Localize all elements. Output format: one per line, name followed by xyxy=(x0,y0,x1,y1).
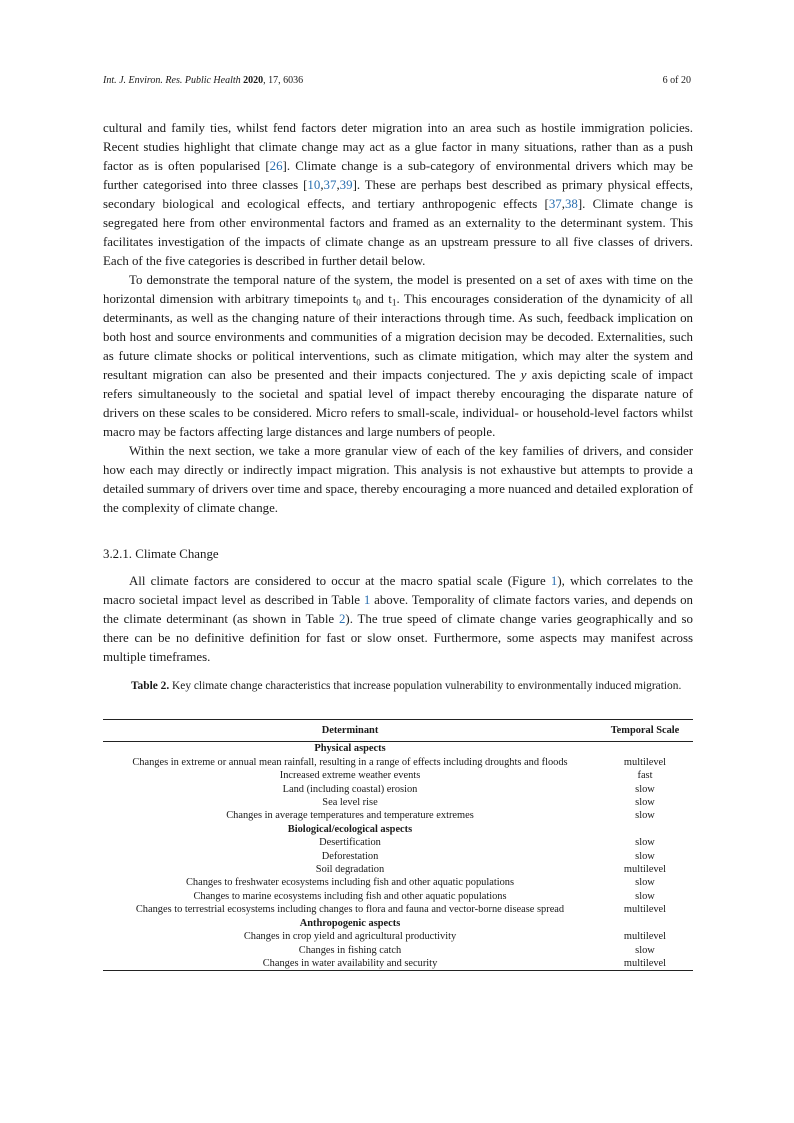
group-title-spacer xyxy=(597,917,693,930)
running-header xyxy=(103,74,691,88)
paragraph-3: Within the next section, we take a more granular view of each of the key families of drivers, and consider how each may directly or indirectly impact migration. This analysis is not exhaustive but attempts to provide a detailed summary of drivers over time and space, thereby encouraging a more nuanced and detailed exploration of the complexity of climate change. xyxy=(103,444,693,515)
temporal-scale-cell: slow xyxy=(635,877,655,889)
para2-text-and: and t xyxy=(360,292,392,306)
para4-text-c: above. Temporality of climate factors varies, and depends on the climate determinant (as shown in Table xyxy=(103,593,693,626)
determinant-cell: Changes in extreme or annual mean rainfall, resulting in a range of effects including droughts and floods xyxy=(132,756,568,768)
temporal-scale-cell: multilevel xyxy=(623,931,667,943)
subsection-title: 3.2.1. Climate Change xyxy=(103,547,219,561)
paragraph-1: cultural and family ties, whilst fend factors deter migration into an area such as hostile immigration policies. Recent studies highlight that climate change may act as a glue factor in many situations, rather than as a push factor as is often popularised [26]. Climate change is a sub-category of environmental drivers which may be further categorised into three classes [10,37,39]. These are perhaps best described as primary physical effects, secondary biological and ecological effects, and tertiary anthropogenic effects [37,38]. Climate change is segregated here from other environmental factors and framed as an externality to the determinant system. This facilitates investigation of the impacts of climate change as an upstream pressure to all five classes of drivers. Each of the five categories is described in further detail below. xyxy=(103,121,693,268)
table-row xyxy=(103,944,693,957)
citation-link[interactable]: 26 xyxy=(269,159,283,173)
para2-text-b: . This encourages consideration of the dynamicity of all determinants, as well as the changing nature of their interactions through time. As such, feedback implication on both host and source environments and communities of a migration decision may be decoded. Externalities, such as future climate shocks or political interventions, such as climate mitigation, which may alter the system and resultant migration can also be presented and their impacts conjectured. The xyxy=(103,292,693,382)
temporal-scale-cell: slow xyxy=(635,810,655,822)
table-row xyxy=(103,957,693,971)
group-title-spacer xyxy=(597,742,693,756)
temporal-scale-cell: multilevel xyxy=(623,864,667,876)
temporal-scale-cell: slow xyxy=(635,850,655,862)
temporal-scale-cell: fast xyxy=(637,770,653,782)
table-caption-text: Key climate change characteristics that increase population vulnerability to environmentally induced migration. xyxy=(169,680,682,692)
table-caption-label: Table 2. xyxy=(131,680,170,692)
citation-link[interactable]: 37 xyxy=(323,178,337,192)
determinant-cell: Sea level rise xyxy=(322,797,378,809)
temporal-scale-cell: multilevel xyxy=(623,756,667,768)
temporal-scale-cell: slow xyxy=(635,837,655,849)
para1-text-d: ]. Climate change is segregated here from other environmental factors and framed as an externality to the determinant system. This facilitates investigation of the impacts of climate change as an upstream pressure to all five classes of drivers. Each of the five categories is described in further detail below. xyxy=(103,197,693,268)
determinant-cell: Land (including coastal) erosion xyxy=(282,783,418,795)
determinant-cell: Changes to freshwater ecosystems including fish and other aquatic populations xyxy=(185,877,515,889)
body-text-climate xyxy=(103,572,693,667)
table-group-row xyxy=(103,742,693,756)
table-row xyxy=(103,903,693,916)
determinant-cell: Deforestation xyxy=(321,850,379,862)
table-row xyxy=(103,850,693,863)
table-row xyxy=(103,876,693,889)
para1-text-b: ]. Climate change is a sub-category of environmental drivers which may be further categorised into three classes [ xyxy=(103,159,693,192)
temporal-scale-cell: multilevel xyxy=(623,957,667,969)
table-link[interactable]: 2 xyxy=(338,612,346,626)
determinant-cell: Desertification xyxy=(319,837,381,849)
column-header-temporal-scale: Temporal Scale xyxy=(610,725,680,736)
group-title: Biological/ecological aspects xyxy=(287,823,413,835)
table-row xyxy=(103,756,693,769)
table-header-row xyxy=(103,720,693,742)
y-axis-italic: y xyxy=(520,368,527,382)
temporal-scale-cell: slow xyxy=(635,944,655,956)
table-row xyxy=(103,783,693,796)
body-text-top xyxy=(103,119,693,518)
para4-text-a: All climate factors are considered to occur at the macro spatial scale (Figure xyxy=(129,574,551,588)
column-header-determinant: Determinant xyxy=(321,725,379,736)
determinant-cell: Changes to marine ecosystems including fish and other aquatic populations xyxy=(193,890,507,902)
temporal-scale-cell: multilevel xyxy=(623,904,667,916)
paragraph-4 xyxy=(103,572,693,667)
citation-link[interactable]: 10 xyxy=(307,178,321,192)
temporal-scale-cell: slow xyxy=(635,890,655,902)
determinant-cell: Changes in crop yield and agricultural productivity xyxy=(243,931,457,943)
determinant-cell: Changes in fishing catch xyxy=(298,944,402,956)
paragraph-2 xyxy=(103,271,693,442)
para4-text-b: ), which correlates to the macro societal impact level as described in Table xyxy=(103,574,694,607)
table-row xyxy=(103,930,693,943)
table-caption xyxy=(131,678,691,694)
table-link[interactable]: 1 xyxy=(363,593,371,607)
table-row xyxy=(103,796,693,809)
determinant-cell: Increased extreme weather events xyxy=(279,770,421,782)
table-row xyxy=(103,890,693,903)
journal-year: 2020 xyxy=(243,75,264,86)
table-row xyxy=(103,769,693,782)
para1-text-c: ]. These are perhaps best described as primary physical effects, secondary biological and ecological effects, and tertiary anthropogenic effects [ xyxy=(103,178,693,211)
table-group-row xyxy=(103,917,693,930)
temporal-scale-cell: slow xyxy=(635,783,655,795)
subscript-1: 1 xyxy=(391,298,397,309)
para2-text-c: axis depicting scale of impact refers simultaneously to the societal and spatial level of impact thereby encouraging the disparate nature of drivers on these scales to be considered. Micro refers to small-scale, individual- or household-level factors whilst macro may be factors affecting large distances and large numbers of people. xyxy=(103,368,693,439)
journal-name: Int. J. Environ. Res. Public Health xyxy=(103,75,241,86)
determinant-cell: Changes in water availability and security xyxy=(262,957,438,969)
temporal-scale-cell: slow xyxy=(635,797,655,809)
figure-link[interactable]: 1 xyxy=(550,574,558,588)
determinant-cell: Changes in average temperatures and temperature extremes xyxy=(226,810,474,822)
table-group-row xyxy=(103,823,693,836)
para4-text-d: ). The true speed of climate change varies geographically and so there can be no definitive definition for fast or slow onset. Furthermore, some aspects may manifest across multiple timeframes. xyxy=(103,612,693,664)
climate-characteristics-table xyxy=(103,719,693,971)
citation-link[interactable]: 37 xyxy=(548,197,562,211)
citation-link[interactable]: 38 xyxy=(564,197,578,211)
subscript-0: 0 xyxy=(356,298,361,309)
para2-text-a: To demonstrate the temporal nature of the system, the model is presented on a set of axes with time on the horizontal dimension with arbitrary timepoints t xyxy=(103,273,693,306)
journal-volume: , 17, 6036 xyxy=(263,75,304,86)
group-title-spacer xyxy=(597,823,693,836)
page-number: 6 of 20 xyxy=(662,75,691,86)
table-row xyxy=(103,863,693,876)
group-title: Physical aspects xyxy=(314,743,386,755)
group-title: Anthropogenic aspects xyxy=(299,917,401,929)
para1-text-a: cultural and family ties, whilst fend factors deter migration into an area such as hostile immigration policies. Recent studies highlight that climate change may act as a glue factor in many situations, rather than as a push factor as is often popularised [ xyxy=(103,121,693,173)
citation-link[interactable]: 39 xyxy=(339,178,353,192)
determinant-cell: Soil degradation xyxy=(315,864,385,876)
table-row xyxy=(103,836,693,849)
determinant-cell: Changes to terrestrial ecosystems including changes to flora and fauna and vector-borne disease spread xyxy=(135,904,565,916)
table-row xyxy=(103,809,693,822)
